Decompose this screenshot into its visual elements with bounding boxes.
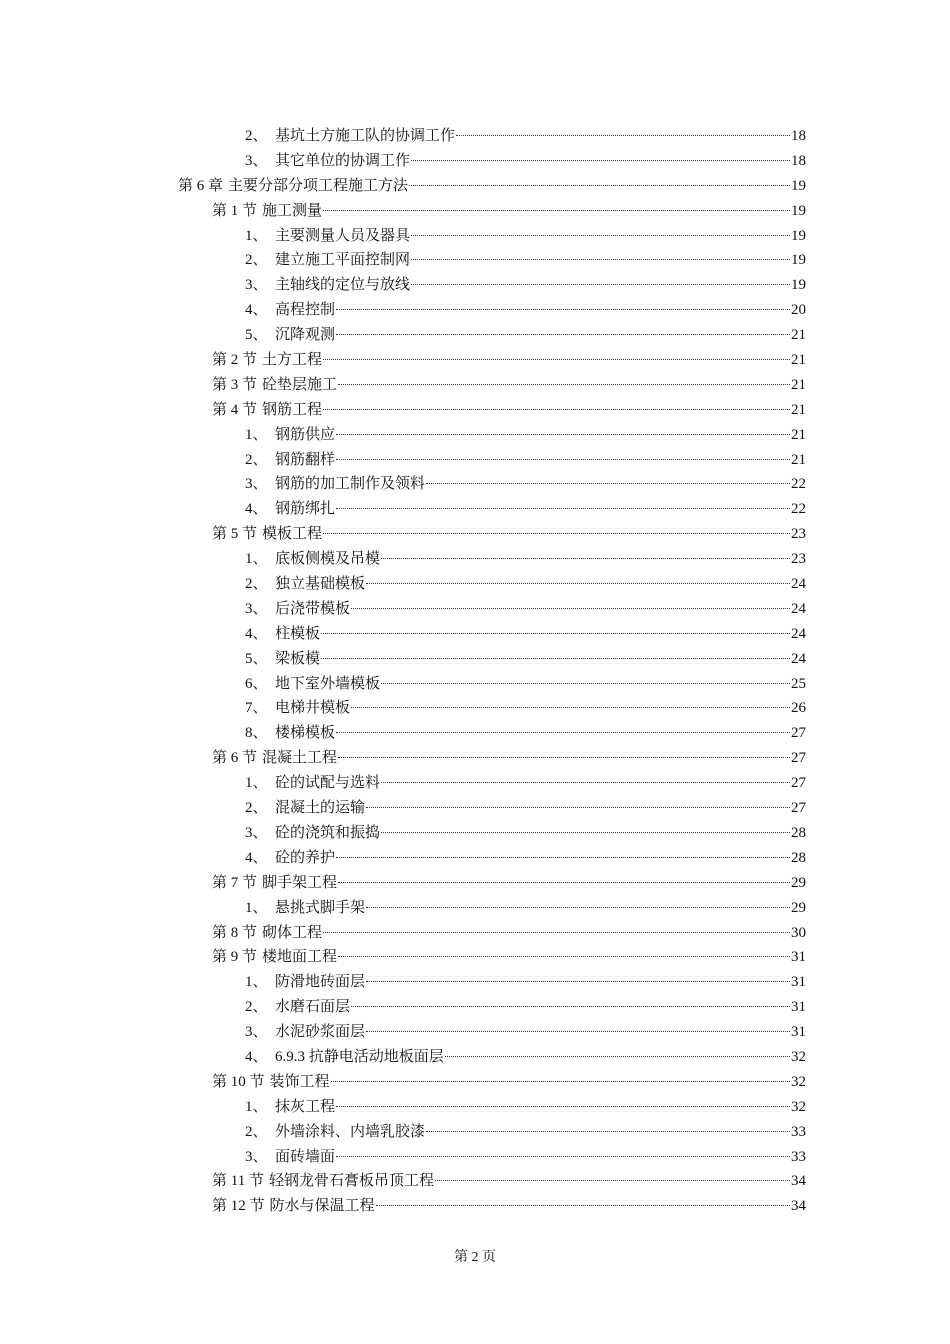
toc-entry-page-number: 21	[791, 352, 806, 369]
toc-entry-title: 钢筋的加工制作及领料	[275, 476, 426, 493]
toc-entry-page-number: 20	[791, 302, 806, 319]
toc-entry-title: 基坑土方施工队的协调工作	[275, 128, 456, 144]
toc-entry-title: 后浇带模板	[275, 600, 351, 617]
toc-dot-leader	[411, 259, 790, 260]
toc-entry-page-number: 30	[791, 924, 806, 941]
toc-dot-leader	[435, 1180, 790, 1181]
toc-entry-number: 第 11 节	[212, 1173, 264, 1190]
toc-entry-title: 高程控制	[275, 302, 336, 319]
toc-entry[interactable]	[245, 224, 806, 249]
toc-entry-title: 楼地面工程	[262, 949, 338, 966]
toc-entry[interactable]	[245, 248, 806, 273]
toc-entry[interactable]	[245, 497, 806, 522]
toc-dot-leader	[411, 160, 790, 161]
toc-entry-number: 8、	[245, 725, 268, 742]
toc-entry-page-number: 28	[791, 849, 806, 866]
toc-dot-leader	[338, 956, 790, 957]
toc-entry-number: 3、	[245, 1148, 268, 1165]
toc-entry-number: 1、	[245, 227, 268, 244]
toc-entry-title: 外墙涂料、内墙乳胶漆	[275, 1123, 426, 1140]
toc-entry[interactable]	[212, 1169, 806, 1194]
toc-entry-number: 3、	[245, 600, 268, 617]
toc-entry[interactable]	[245, 995, 806, 1020]
toc-entry-number: 2、	[245, 128, 268, 144]
toc-entry-page-number: 21	[791, 451, 806, 468]
toc-entry-number: 第 8 节	[212, 924, 258, 941]
toc-entry[interactable]	[245, 472, 806, 497]
toc-dot-leader	[366, 1031, 790, 1032]
toc-entry-page-number: 27	[791, 800, 806, 817]
toc-dot-leader	[426, 1131, 790, 1132]
toc-entry[interactable]	[212, 348, 806, 373]
toc-entry-page-number: 27	[791, 725, 806, 742]
toc-entry-title: 水磨石面层	[275, 999, 351, 1016]
toc-entry-title: 装饰工程	[269, 1073, 330, 1090]
toc-entry-page-number: 28	[791, 824, 806, 841]
toc-entry-page-number: 19	[791, 252, 806, 269]
toc-entry-page-number: 31	[791, 1024, 806, 1041]
toc-entry-title: 混凝土的运输	[275, 800, 366, 817]
toc-dot-leader	[351, 1006, 790, 1007]
toc-entry-title: 施工测量	[262, 202, 323, 219]
page-footer: 第 2 页	[454, 1250, 496, 1265]
toc-entry[interactable]	[245, 1095, 806, 1120]
toc-entry-number: 3、	[245, 824, 268, 841]
toc-entry[interactable]	[245, 1145, 806, 1170]
toc-entry-number: 第 10 节	[212, 1073, 265, 1090]
toc-entry-title: 模板工程	[262, 526, 323, 543]
toc-entry-page-number: 34	[791, 1198, 806, 1215]
toc-entry-page-number: 19	[791, 277, 806, 294]
toc-entry-number: 3、	[245, 476, 268, 493]
toc-entry[interactable]	[245, 647, 806, 672]
toc-entry-number: 5、	[245, 327, 268, 344]
toc-entry-title: 混凝土工程	[262, 750, 338, 767]
toc-entry-number: 2、	[245, 451, 268, 468]
toc-entry-page-number: 24	[791, 650, 806, 667]
toc-entry[interactable]	[212, 945, 806, 970]
toc-entry-page-number: 21	[791, 327, 806, 344]
toc-entry[interactable]	[245, 622, 806, 647]
toc-entry[interactable]	[245, 547, 806, 572]
toc-entry[interactable]	[245, 696, 806, 721]
toc-dot-leader	[338, 384, 790, 385]
toc-entry[interactable]	[212, 398, 806, 423]
toc-dot-leader	[366, 907, 790, 908]
toc-entry[interactable]	[212, 1070, 806, 1095]
toc-entry-page-number: 24	[791, 625, 806, 642]
toc-entry[interactable]	[245, 597, 806, 622]
toc-entry[interactable]	[212, 373, 806, 398]
toc-entry-title: 轻钢龙骨石膏板吊顶工程	[268, 1173, 434, 1190]
toc-entry-title: 防水与保温工程	[269, 1198, 375, 1215]
toc-entry[interactable]	[245, 771, 806, 796]
toc-dot-leader	[338, 757, 790, 758]
toc-entry-title: 地下室外墙模板	[275, 675, 381, 692]
toc-entry-title: 砼垫层施工	[262, 376, 338, 393]
toc-dot-leader	[411, 284, 790, 285]
toc-entry[interactable]	[212, 871, 806, 896]
toc-entry-title: 面砖墙面	[275, 1148, 336, 1165]
toc-entry-number: 1、	[245, 974, 268, 991]
toc-entry[interactable]	[212, 199, 806, 224]
toc-entry-page-number: 26	[791, 700, 806, 717]
toc-entry[interactable]	[245, 298, 806, 323]
toc-entry-number: 第 9 节	[212, 949, 258, 966]
toc-entry-number: 3、	[245, 152, 268, 169]
toc-entry[interactable]	[178, 174, 806, 199]
toc-entry[interactable]	[245, 273, 806, 298]
toc-entry-number: 2、	[245, 576, 268, 593]
toc-entry-page-number: 32	[791, 1098, 806, 1115]
toc-entry-title: 6.9.3 抗静电活动地板面层	[275, 1048, 444, 1065]
toc-dot-leader	[336, 309, 790, 310]
toc-entry-page-number: 24	[791, 600, 806, 617]
toc-entry-page-number: 29	[791, 899, 806, 916]
toc-dot-leader	[323, 932, 790, 933]
toc-entry-title: 水泥砂浆面层	[275, 1024, 366, 1041]
toc-entry-page-number: 32	[791, 1073, 806, 1090]
toc-entry-page-number: 21	[791, 376, 806, 393]
toc-entry-number: 4、	[245, 302, 268, 319]
toc-dot-leader	[351, 608, 790, 609]
toc-entry-page-number: 22	[791, 476, 806, 493]
toc-dot-leader	[331, 1081, 790, 1082]
toc-entry[interactable]	[245, 846, 806, 871]
toc-entry-number: 1、	[245, 775, 268, 792]
toc-entry-title: 砼的试配与选料	[275, 775, 381, 792]
toc-entry-number: 6、	[245, 675, 268, 692]
toc-entry[interactable]	[245, 821, 806, 846]
toc-entry-page-number: 31	[791, 949, 806, 966]
toc-entry[interactable]	[245, 323, 806, 348]
toc-dot-leader	[381, 683, 790, 684]
toc-entry-number: 1、	[245, 426, 268, 443]
toc-dot-leader	[336, 1106, 790, 1107]
toc-entry[interactable]	[245, 448, 806, 473]
toc-entry-number: 第 3 节	[212, 376, 258, 393]
toc-entry-page-number: 32	[791, 1048, 806, 1065]
toc-entry-title: 建立施工平面控制网	[275, 252, 411, 269]
toc-entry-title: 土方工程	[262, 352, 323, 369]
toc-entry-number: 4、	[245, 625, 268, 642]
toc-entry-number: 第 1 节	[212, 202, 258, 219]
toc-entry-page-number: 31	[791, 999, 806, 1016]
toc-entry-page-number: 33	[791, 1123, 806, 1140]
toc-dot-leader	[409, 185, 790, 186]
toc-dot-leader	[338, 882, 790, 883]
toc-entry-title: 悬挑式脚手架	[275, 899, 366, 916]
toc-entry[interactable]	[245, 1120, 806, 1145]
toc-entry-page-number: 23	[791, 551, 806, 568]
toc-entry-title: 砼的养护	[275, 849, 336, 866]
toc-entry-page-number: 19	[791, 227, 806, 244]
toc-entry-title: 独立基础模板	[275, 576, 366, 593]
toc-dot-leader	[381, 782, 790, 783]
toc-entry-page-number: 24	[791, 576, 806, 593]
toc-entry-number: 1、	[245, 1098, 268, 1115]
toc-dot-leader	[336, 732, 790, 733]
toc-entry-title: 柱模板	[275, 625, 321, 642]
toc-dot-leader	[456, 135, 790, 136]
toc-entry[interactable]	[245, 124, 806, 149]
toc-entry-number: 第 7 节	[212, 874, 258, 891]
toc-entry-number: 4、	[245, 501, 268, 518]
toc-entry-number: 5、	[245, 650, 268, 667]
toc-dot-leader	[445, 1056, 790, 1057]
toc-entry-page-number: 21	[791, 401, 806, 418]
toc-dot-leader	[381, 832, 790, 833]
toc-entry[interactable]	[212, 746, 806, 771]
toc-entry-title: 楼梯模板	[275, 725, 336, 742]
toc-entry-title: 抹灰工程	[275, 1098, 336, 1115]
toc-entry-page-number: 18	[791, 152, 806, 169]
toc-entry[interactable]	[245, 572, 806, 597]
toc-entry-title: 电梯井模板	[275, 700, 351, 717]
toc-entry[interactable]	[245, 1045, 806, 1070]
toc-entry-title: 梁板模	[275, 650, 321, 667]
toc-entry-page-number: 19	[791, 202, 806, 219]
toc-entry-page-number: 34	[791, 1173, 806, 1190]
toc-entry[interactable]	[245, 423, 806, 448]
toc-entry-page-number: 33	[791, 1148, 806, 1165]
toc-dot-leader	[323, 359, 790, 360]
toc-entry-number: 2、	[245, 1123, 268, 1140]
toc-dot-leader	[351, 707, 790, 708]
toc-entry-number: 7、	[245, 700, 268, 717]
toc-entry-number: 4、	[245, 1048, 268, 1065]
toc-entry-page-number: 29	[791, 874, 806, 891]
toc-entry-number: 4、	[245, 849, 268, 866]
toc-entry-title: 钢筋供应	[275, 426, 336, 443]
toc-entry[interactable]	[212, 1194, 806, 1219]
toc-dot-leader	[411, 235, 790, 236]
toc-entry-title: 主要分部分项工程施工方法	[228, 177, 409, 194]
toc-dot-leader	[336, 1156, 790, 1157]
toc-entry-page-number: 27	[791, 775, 806, 792]
toc-dot-leader	[323, 210, 790, 211]
toc-dot-leader	[321, 658, 790, 659]
toc-dot-leader	[323, 409, 790, 410]
toc-entry-title: 钢筋翻样	[275, 451, 336, 468]
toc-dot-leader	[323, 533, 790, 534]
toc-entry-number: 1、	[245, 551, 268, 568]
toc-entry-page-number: 18	[791, 128, 806, 144]
toc-entry-page-number: 25	[791, 675, 806, 692]
table-of-contents	[0, 124, 950, 1219]
toc-dot-leader	[366, 583, 790, 584]
toc-dot-leader	[366, 981, 790, 982]
toc-dot-leader	[336, 459, 790, 460]
toc-entry-page-number: 21	[791, 426, 806, 443]
toc-entry-page-number: 31	[791, 974, 806, 991]
toc-entry[interactable]	[245, 970, 806, 995]
toc-entry-title: 主要测量人员及器具	[275, 227, 411, 244]
toc-entry-page-number: 23	[791, 526, 806, 543]
toc-entry-page-number: 19	[791, 177, 806, 194]
toc-dot-leader	[376, 1205, 790, 1206]
toc-dot-leader	[336, 508, 790, 509]
toc-entry-title: 钢筋绑扎	[275, 501, 336, 518]
toc-entry-page-number: 27	[791, 750, 806, 767]
toc-entry-title: 主轴线的定位与放线	[275, 277, 411, 294]
toc-dot-leader	[336, 434, 790, 435]
toc-dot-leader	[366, 807, 790, 808]
toc-entry-number: 1、	[245, 899, 268, 916]
toc-entry[interactable]	[212, 921, 806, 946]
toc-entry-number: 第 6 节	[212, 750, 258, 767]
toc-entry-number: 第 5 节	[212, 526, 258, 543]
toc-dot-leader	[426, 483, 790, 484]
toc-entry-title: 防滑地砖面层	[275, 974, 366, 991]
toc-entry[interactable]	[245, 1020, 806, 1045]
toc-entry-number: 第 12 节	[212, 1198, 265, 1215]
toc-entry-number: 第 6 章	[178, 177, 224, 194]
toc-entry[interactable]	[245, 896, 806, 921]
toc-entry-title: 脚手架工程	[262, 874, 338, 891]
toc-entry-title: 砌体工程	[262, 924, 323, 941]
toc-entry-number: 2、	[245, 800, 268, 817]
toc-entry-title: 砼的浇筑和振捣	[275, 824, 381, 841]
toc-entry-title: 其它单位的协调工作	[275, 152, 411, 169]
toc-entry[interactable]	[245, 672, 806, 697]
toc-entry-title: 沉降观测	[275, 327, 336, 344]
toc-entry[interactable]	[245, 721, 806, 746]
toc-entry-number: 3、	[245, 277, 268, 294]
toc-entry-number: 2、	[245, 252, 268, 269]
toc-entry-number: 2、	[245, 999, 268, 1016]
toc-entry-number: 第 2 节	[212, 352, 258, 369]
toc-entry-number: 3、	[245, 1024, 268, 1041]
toc-entry-title: 底板侧模及吊模	[275, 551, 381, 568]
toc-entry[interactable]	[212, 522, 806, 547]
toc-dot-leader	[336, 857, 790, 858]
toc-dot-leader	[381, 558, 790, 559]
toc-entry[interactable]	[245, 796, 806, 821]
toc-entry-number: 第 4 节	[212, 401, 258, 418]
toc-entry-page-number: 22	[791, 501, 806, 518]
toc-dot-leader	[336, 334, 790, 335]
toc-entry[interactable]	[245, 149, 806, 174]
toc-entry-title: 钢筋工程	[262, 401, 323, 418]
toc-dot-leader	[321, 633, 790, 634]
